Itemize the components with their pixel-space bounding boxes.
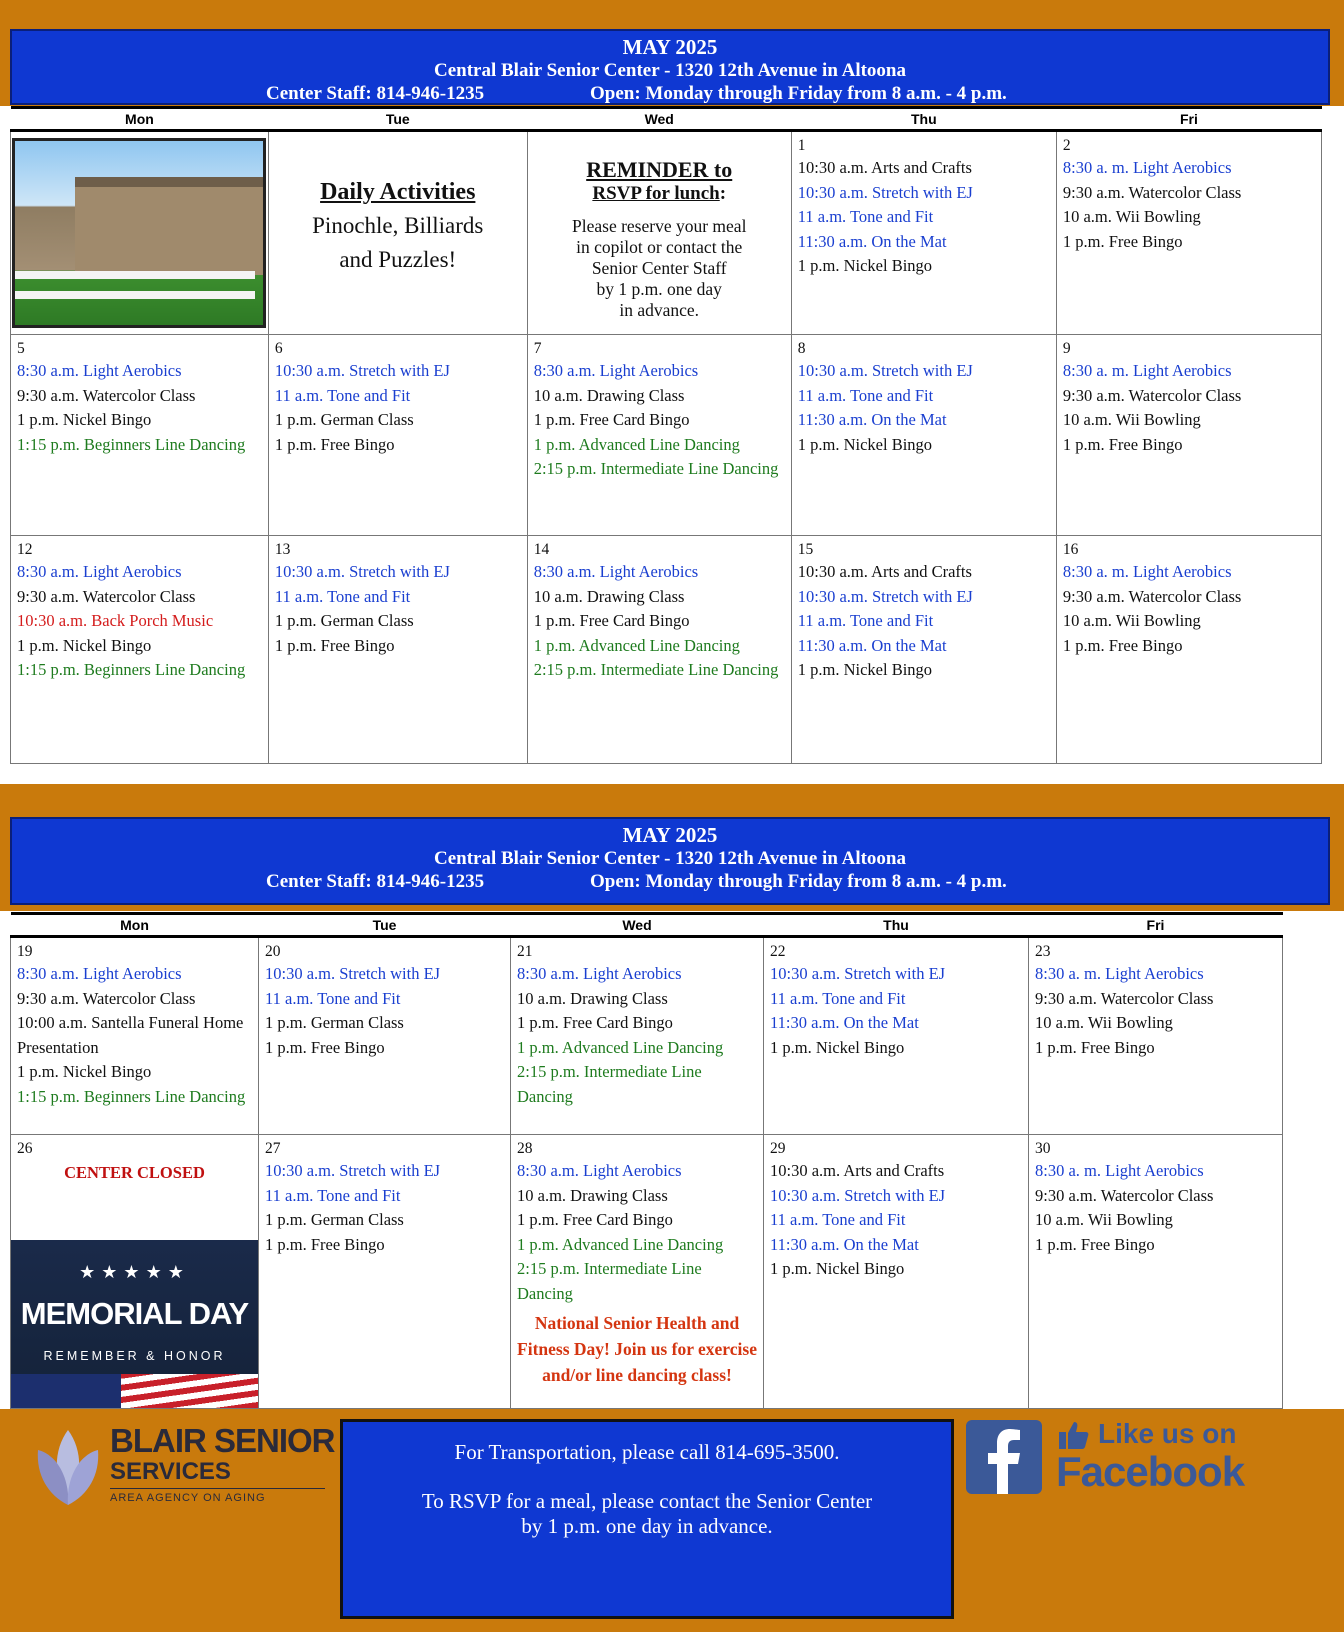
event-item: 8:30 a.m. Light Aerobics (533, 562, 699, 581)
event-item: 9:30 a.m. Watercolor Class (1062, 385, 1242, 405)
event-item: 8:30 a.m. Light Aerobics (517, 1161, 682, 1180)
event-item: 10 a.m. Wii Bowling (1035, 1210, 1173, 1229)
day-cell (511, 937, 764, 1135)
daily-activities-title: Daily Activities (320, 179, 476, 205)
weekday-mon: Mon (11, 108, 269, 131)
event-item: 1 p.m. Nickel Bingo (17, 635, 152, 655)
event-item: 1 p.m. Free Card Bingo (533, 410, 690, 429)
event-item: 11 a.m. Tone and Fit (797, 611, 934, 630)
event-item: 11 a.m. Tone and Fit (274, 586, 411, 606)
event-item: 1 p.m. Advanced Line Dancing (517, 1037, 724, 1057)
center-hours-2: Open: Monday through Friday from 8 a.m. - 4 p.m. (590, 871, 1007, 892)
day-cell (1029, 1135, 1283, 1409)
event-item: 10:30 a.m. Arts and Crafts (770, 1161, 945, 1180)
weekday-header-row-2 (11, 914, 1283, 937)
reminder-text-line: Senior Center Staff (591, 258, 727, 278)
logo-tagline: AREA AGENCY ON AGING (110, 1492, 266, 1504)
reminder-text-line: Please reserve your meal (572, 216, 747, 236)
event-item: 8:30 a. m. Light Aerobics (1035, 1161, 1204, 1180)
reminder-subtitle: RSVP for lunch (592, 183, 720, 204)
day-number: 13 (274, 541, 291, 558)
weekday-header-row (11, 108, 1322, 131)
center-address: Central Blair Senior Center - 1320 12th Avenue in Altoona (433, 60, 906, 81)
event-item: 10:30 a.m. Stretch with EJ (770, 1185, 946, 1205)
event-item: 2:15 p.m. Intermediate Line Dancing (517, 1259, 702, 1303)
staff-hours-line (12, 82, 1328, 105)
event-item: 10:00 a.m. Santella Funeral Home Presentation (17, 1013, 244, 1057)
reminder-colon: : (719, 183, 727, 204)
day-cell (268, 536, 527, 764)
day-number: 22 (770, 943, 786, 960)
event-item: 1 p.m. Nickel Bingo (17, 1062, 152, 1081)
event-item: 10:30 a.m. Stretch with EJ (265, 1161, 441, 1180)
day-cell (11, 335, 269, 536)
event-item: 9:30 a.m. Watercolor Class (17, 586, 196, 606)
event-item: 11 a.m. Tone and Fit (265, 1185, 401, 1205)
day-number: 7 (533, 340, 542, 357)
event-item: 10:30 a.m. Stretch with EJ (274, 562, 450, 581)
reminder-body (534, 216, 785, 321)
event-item: 1 p.m. Free Bingo (265, 1037, 385, 1057)
event-item: 10:30 a.m. Arts and Crafts (797, 158, 972, 177)
event-item: 1 p.m. Free Card Bingo (517, 1210, 673, 1229)
facebook-text: Facebook (1056, 1448, 1245, 1495)
day-number: 23 (1035, 943, 1051, 960)
event-item: 10:30 a.m. Arts and Crafts (797, 562, 972, 581)
day-number: 21 (517, 943, 533, 960)
day-cell (764, 1135, 1029, 1409)
day-cell (11, 937, 259, 1135)
center-staff-phone: Center Staff: 814-946-1235 (266, 83, 485, 104)
rsvp-reminder-cell (527, 131, 791, 335)
event-item: 1:15 p.m. Beginners Line Dancing (17, 434, 246, 454)
event-item: 10 a.m. Wii Bowling (1062, 611, 1201, 630)
day-cell (1056, 536, 1321, 764)
event-item: 2:15 p.m. Intermediate Line Dancing (533, 459, 779, 478)
event-item: 10 a.m. Drawing Class (533, 586, 685, 606)
day-number: 12 (17, 541, 33, 558)
day-cell (268, 335, 527, 536)
center-closed-label: CENTER CLOSED (64, 1163, 205, 1182)
memorial-day-title: MEMORIAL DAY (20, 1296, 249, 1331)
flag-canton-icon (11, 1374, 121, 1408)
daily-activities-cell (268, 131, 527, 335)
event-item: 2:15 p.m. Intermediate Line Dancing (517, 1062, 702, 1106)
weekday-fri: Fri (1056, 108, 1321, 131)
facebook-logo-icon (966, 1420, 1042, 1494)
event-item: 1 p.m. Free Bingo (1035, 1037, 1155, 1057)
day-cell (764, 937, 1029, 1135)
event-item: 1:15 p.m. Beginners Line Dancing (17, 1086, 246, 1106)
day-cell (527, 335, 791, 536)
event-item: 10:30 a.m. Stretch with EJ (770, 964, 946, 983)
event-item: 1 p.m. Free Bingo (1062, 231, 1183, 251)
day-number: 2 (1062, 137, 1071, 154)
daily-activities-line2: and Puzzles! (339, 246, 457, 272)
week-row (11, 937, 1283, 1135)
week-row (11, 335, 1322, 536)
event-item: 9:30 a.m. Watercolor Class (1035, 1185, 1214, 1205)
event-item: 11:30 a.m. On the Mat (797, 231, 947, 251)
day-number: 27 (265, 1140, 281, 1157)
event-item: 1 p.m. Free Card Bingo (517, 1013, 673, 1032)
day-number: 5 (17, 340, 25, 357)
calendar-header-top (10, 29, 1330, 105)
transportation-info: For Transportation, please call 814-695-3500. (454, 1440, 840, 1464)
event-item: 10:30 a.m. Back Porch Music (17, 611, 214, 630)
weekday-thu-2: Thu (764, 914, 1029, 937)
day-number: 9 (1062, 340, 1071, 357)
center-hours: Open: Monday through Friday from 8 a.m. - 4 p.m. (590, 83, 1007, 104)
event-item: 9:30 a.m. Watercolor Class (17, 988, 196, 1008)
memorial-day-graphic (11, 1240, 258, 1408)
calendar-header-bottom (10, 817, 1330, 905)
weekday-tue: Tue (268, 108, 527, 131)
day-number: 16 (1062, 541, 1079, 558)
day-cell (259, 937, 511, 1135)
event-item: 9:30 a.m. Watercolor Class (17, 385, 196, 405)
event-item: 10 a.m. Wii Bowling (1062, 410, 1201, 429)
week-row (11, 131, 1322, 335)
day-cell (511, 1135, 764, 1409)
senior-center-photo-cell (11, 131, 269, 335)
day-number: 15 (797, 541, 814, 558)
day-cell (791, 536, 1056, 764)
event-item: 1 p.m. Nickel Bingo (770, 1259, 905, 1278)
weekday-fri-2: Fri (1029, 914, 1283, 937)
event-item: 10:30 a.m. Stretch with EJ (797, 361, 973, 380)
day-number: 1 (797, 137, 806, 154)
event-item: 10 a.m. Drawing Class (533, 385, 685, 405)
day-number: 19 (17, 943, 33, 960)
event-item: 11:30 a.m. On the Mat (770, 1234, 919, 1254)
event-item: 1 p.m. German Class (274, 611, 414, 630)
weekday-wed: Wed (527, 108, 791, 131)
reminder-text-line: by 1 p.m. one day (596, 279, 722, 299)
weekday-thu: Thu (791, 108, 1056, 131)
event-item: 10 a.m. Wii Bowling (1035, 1013, 1173, 1032)
daily-activities-line1: Pinochle, Billiards (312, 212, 484, 238)
week-row (11, 536, 1322, 764)
event-item: 1 p.m. Free Bingo (1062, 434, 1183, 454)
calendar-grid-top (10, 106, 1322, 764)
event-item: 1 p.m. Free Bingo (265, 1234, 385, 1254)
event-item: 1 p.m. Free Bingo (274, 434, 395, 454)
event-item: 11 a.m. Tone and Fit (770, 988, 906, 1008)
event-item: 11:30 a.m. On the Mat (797, 635, 947, 655)
month-title-2: MAY 2025 (622, 823, 718, 847)
weekday-mon-2: Mon (11, 914, 259, 937)
logo-name-line2: SERVICES (110, 1458, 231, 1485)
event-item: 1:15 p.m. Beginners Line Dancing (17, 660, 246, 679)
event-item: 10 a.m. Wii Bowling (1062, 207, 1201, 226)
health-fitness-day-note: National Senior Health and Fitness Day! Join us for exercise and/or line dancing class! (517, 1313, 757, 1385)
event-item: 8:30 a.m. Light Aerobics (17, 562, 182, 581)
day-number: 29 (770, 1140, 786, 1157)
event-item: 11 a.m. Tone and Fit (265, 988, 401, 1008)
event-item: 11 a.m. Tone and Fit (797, 385, 934, 405)
event-item: 10 a.m. Drawing Class (517, 1185, 668, 1205)
event-item: 11:30 a.m. On the Mat (770, 1013, 919, 1032)
event-item: 10 a.m. Drawing Class (517, 988, 668, 1008)
event-item: 10:30 a.m. Stretch with EJ (265, 964, 441, 983)
day-number: 6 (274, 340, 283, 357)
event-item: 8:30 a. m. Light Aerobics (1035, 964, 1204, 983)
logo-name-line1: BLAIR SENIOR (110, 1422, 335, 1459)
event-item: 1 p.m. Free Bingo (1062, 635, 1183, 655)
event-item: 10:30 a.m. Stretch with EJ (797, 182, 973, 202)
memorial-day-subtitle: REMEMBER & HONOR (43, 1349, 226, 1363)
like-us-text: Like us on (1098, 1418, 1237, 1449)
event-item: 11:30 a.m. On the Mat (797, 410, 947, 429)
senior-center-building-photo (12, 138, 266, 328)
event-item: 1 p.m. Nickel Bingo (17, 410, 152, 429)
day-number: 14 (533, 541, 550, 558)
weekday-tue-2: Tue (259, 914, 511, 937)
event-item: 2:15 p.m. Intermediate Line Dancing (533, 660, 779, 679)
day-number: 20 (265, 943, 281, 960)
event-item: 8:30 a.m. Light Aerobics (17, 964, 182, 983)
event-item: 8:30 a. m. Light Aerobics (1062, 158, 1232, 177)
event-item: 1 p.m. Nickel Bingo (797, 434, 933, 454)
event-item: 1 p.m. German Class (274, 410, 414, 429)
facebook-like-badge[interactable] (966, 1420, 1266, 1500)
month-title: MAY 2025 (622, 35, 718, 59)
event-item: 8:30 a. m. Light Aerobics (1062, 361, 1232, 380)
event-item: 1 p.m. Advanced Line Dancing (533, 434, 740, 454)
day-cell (1056, 131, 1321, 335)
reminder-text-line: in copilot or contact the (576, 237, 743, 257)
event-item: 9:30 a.m. Watercolor Class (1062, 586, 1242, 606)
staff-hours-line-2 (12, 870, 1328, 893)
event-item: 1 p.m. Nickel Bingo (797, 660, 933, 679)
event-item: 1 p.m. German Class (265, 1013, 404, 1032)
event-item: 1 p.m. German Class (265, 1210, 404, 1229)
calendar-grid-bottom (10, 912, 1283, 1409)
day-cell (1056, 335, 1321, 536)
day-number: 28 (517, 1140, 533, 1157)
event-item: 8:30 a.m. Light Aerobics (517, 964, 682, 983)
day-cell (259, 1135, 511, 1409)
day-number: 30 (1035, 1140, 1051, 1157)
stars-decoration-icon: ★★★★★ (79, 1262, 190, 1282)
week-row (11, 1135, 1283, 1409)
day-cell (11, 536, 269, 764)
logo-divider (110, 1488, 325, 1489)
event-item: 9:30 a.m. Watercolor Class (1035, 988, 1214, 1008)
event-item: 11 a.m. Tone and Fit (770, 1210, 906, 1229)
event-item: 1 p.m. Free Bingo (274, 635, 395, 655)
event-item: 1 p.m. Nickel Bingo (797, 256, 933, 275)
event-item: 1 p.m. Advanced Line Dancing (517, 1234, 724, 1254)
event-item: 8:30 a. m. Light Aerobics (1062, 562, 1232, 581)
day-cell (791, 131, 1056, 335)
center-address-2: Central Blair Senior Center - 1320 12th Avenue in Altoona (433, 848, 906, 869)
reminder-text-line: in advance. (619, 300, 700, 320)
event-item: 1 p.m. Advanced Line Dancing (533, 635, 740, 655)
reminder-title: REMINDER to (586, 157, 733, 182)
day-cell (11, 1135, 259, 1409)
event-item: 9:30 a.m. Watercolor Class (1062, 182, 1242, 202)
thumbs-up-icon (1058, 1420, 1090, 1450)
day-cell (1029, 937, 1283, 1135)
blair-senior-logo (28, 1420, 335, 1512)
rsvp-info-line1: To RSVP for a meal, please contact the Senior Center (421, 1489, 873, 1513)
weekday-wed-2: Wed (511, 914, 764, 937)
event-item: 11 a.m. Tone and Fit (797, 207, 934, 226)
lotus-logo-icon (28, 1420, 108, 1510)
day-cell (791, 335, 1056, 536)
event-item: 1 p.m. Free Bingo (1035, 1234, 1155, 1254)
event-item: 11 a.m. Tone and Fit (274, 385, 411, 405)
event-item: 8:30 a.m. Light Aerobics (17, 361, 182, 380)
day-cell (527, 536, 791, 764)
center-staff-phone-2: Center Staff: 814-946-1235 (266, 871, 485, 892)
event-item: 10:30 a.m. Stretch with EJ (274, 361, 450, 380)
rsvp-info-line2: by 1 p.m. one day in advance. (521, 1514, 773, 1538)
footer-info-box (340, 1419, 954, 1619)
day-number: 26 (17, 1140, 33, 1157)
event-item: 1 p.m. Nickel Bingo (770, 1037, 905, 1057)
day-number: 8 (797, 340, 806, 357)
event-item: 8:30 a.m. Light Aerobics (533, 361, 699, 380)
event-item: 1 p.m. Free Card Bingo (533, 611, 690, 630)
event-item: 10:30 a.m. Stretch with EJ (797, 586, 973, 606)
